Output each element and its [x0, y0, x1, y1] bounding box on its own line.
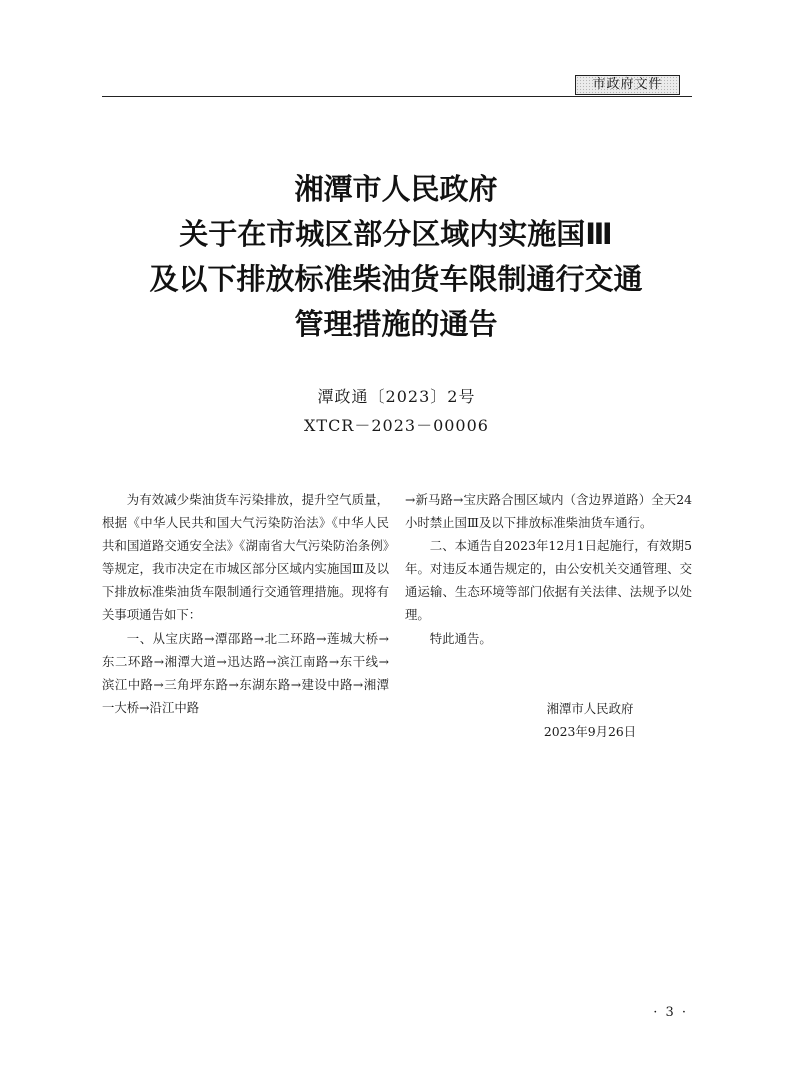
header-rule	[102, 96, 692, 97]
document-code: XTCR－2023－00006	[304, 416, 489, 435]
body-left-column	[102, 488, 389, 719]
document-number: 潭政通〔2023〕2号	[317, 387, 476, 406]
article-one-paragraph: 一、从宝庆路→潭邵路→北二环路→莲城大桥→东二环路→湘潭大道→迅达路→滨江南路→东干线→滨江中路→三角坪东路→东湖东路→建设中路→湘潭一大桥→沿江中路	[102, 630, 389, 715]
closing-paragraph: 特此通告。	[429, 630, 492, 646]
notice-title	[96, 167, 696, 347]
signature-date: 2023年9月26日	[543, 724, 637, 740]
preamble-paragraph: 为有效减少柴油货车污染排放，提升空气质量，根据《中华人民共和国大气污染防治法》《中华人民共和国道路交通安全法》《湖南省大气污染防治条例》等规定，我市决定在市城区部分区域内实施国Ⅲ及以下排放标准柴油货车限制通行交通管理措施。现将有关事项通告如下：	[102, 492, 389, 623]
body-right-column	[405, 488, 692, 650]
page-number: · 3 ·	[653, 1005, 688, 1020]
article-two-paragraph: 二、本通告自2023年12月1日起施行，有效期5年。对违反本通告规定的，由公安机关交通管理、交通运输、生态环境等部门依据有关法律、法规予以处理。	[405, 538, 692, 623]
signature-issuer: 湘潭市人民政府	[546, 701, 634, 716]
article-one-continuation: →新马路→宝庆路合围区域内（含边界道路）全天24小时禁止国Ⅲ及以下排放标准柴油货车通行。	[405, 492, 692, 531]
title-line-4: 管理措施的通告	[294, 307, 498, 341]
signature-block	[510, 697, 670, 743]
title-line-2: 关于在市城区部分区域内实施国Ⅲ	[179, 217, 613, 251]
title-line-3: 及以下排放标准柴油货车限制通行交通	[149, 262, 643, 296]
section-tag: 市政府文件	[575, 75, 680, 95]
title-line-1: 湘潭市人民政府	[294, 172, 498, 206]
